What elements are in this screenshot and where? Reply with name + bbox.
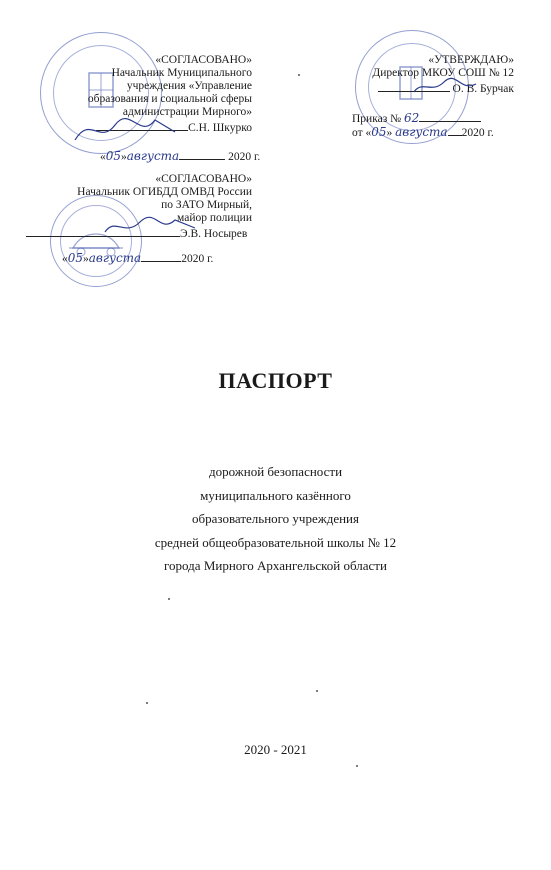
date-day: 05 xyxy=(105,149,122,163)
approve-position-line: Директор МКОУ СОШ № 12 xyxy=(372,67,514,79)
approval-date-education: «05»августа 2020 г. xyxy=(100,149,261,163)
subtitle-line: образовательного учреждения xyxy=(192,511,359,526)
scan-speck xyxy=(146,702,148,704)
signer-name: С.Н. Шкурко xyxy=(188,122,252,134)
document-subtitle xyxy=(0,460,551,578)
scan-speck xyxy=(356,765,358,767)
order-number-line: Приказ № 62 xyxy=(352,110,481,126)
approval-position-line: администрации Мирного» xyxy=(122,106,252,118)
date-month: августа xyxy=(88,251,142,265)
signer-name: Э.В. Носырев xyxy=(180,228,248,240)
scan-speck xyxy=(168,598,170,600)
date-month: августа xyxy=(126,149,180,163)
date-year: 2020 г. xyxy=(461,127,494,139)
approval-position-line: учреждения «Управление xyxy=(126,80,252,92)
date-day: 05 xyxy=(67,251,84,265)
date-day: 05 xyxy=(371,125,387,139)
approval-position-line: по ЗАТО Мирный, xyxy=(161,199,252,211)
approval-date-police: «05»августа 2020 г. xyxy=(62,251,214,265)
signature-scribble xyxy=(410,76,480,98)
approval-position-line: майор полиции xyxy=(177,212,252,224)
order-number: 62 xyxy=(404,111,420,125)
document-title: ПАСПОРТ xyxy=(218,368,333,393)
date-month: августа xyxy=(395,125,448,139)
scan-speck xyxy=(316,690,318,692)
approval-label: «СОГЛАСОВАНО» xyxy=(155,54,252,66)
approval-position-line: Начальник ОГИБДД ОМВД России xyxy=(77,186,252,198)
subtitle-line: дорожной безопасности xyxy=(208,464,343,479)
approve-label: «УТВЕРЖДАЮ» xyxy=(428,54,514,66)
date-year: 2020 г. xyxy=(228,151,261,163)
signature-scribble xyxy=(70,110,180,150)
signature-scribble xyxy=(100,212,200,240)
approve-date-line: от «05» августа 2020 г. xyxy=(352,125,494,139)
approval-position-line: образования и социальной сферы xyxy=(87,93,252,105)
document-years: 2020 - 2021 xyxy=(244,742,307,757)
subtitle-line: средней общеобразовательной школы № 12 xyxy=(154,534,397,550)
scan-speck xyxy=(298,74,300,76)
approval-position-line: Начальник Муниципального xyxy=(111,67,252,79)
date-year: 2020 г. xyxy=(181,253,214,265)
subtitle-line: города Мирного Архангельской области xyxy=(164,558,387,573)
signer-name: О. В. Бурчак xyxy=(452,83,514,95)
approval-label: «СОГЛАСОВАНО» xyxy=(155,173,252,185)
subtitle-line: муниципального казённого xyxy=(200,487,351,503)
